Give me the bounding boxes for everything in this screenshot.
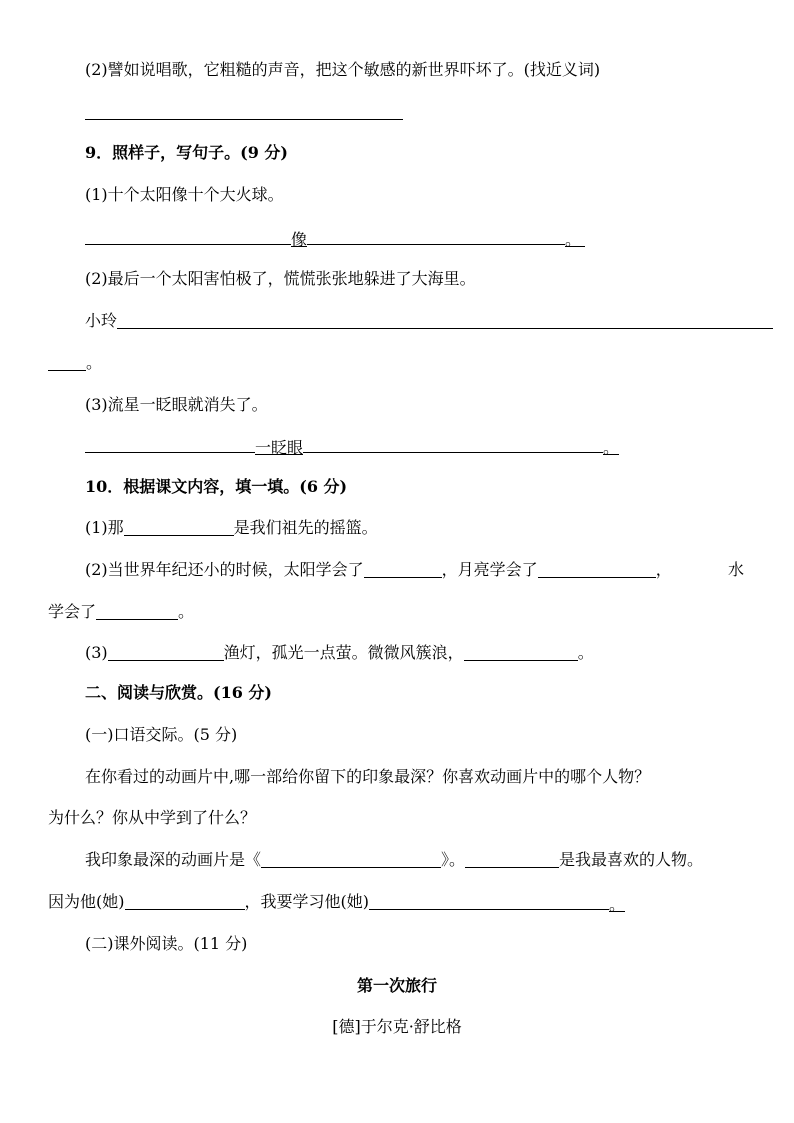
q9-example-2: (2)最后一个太阳害怕极了，慌慌张张地躲进了大海里。 <box>85 269 476 288</box>
oral-answer-1 <box>85 850 703 870</box>
q9-3-blank-a[interactable] <box>85 436 255 453</box>
q9-2-blank[interactable] <box>117 312 773 329</box>
q9-answer-2-cont <box>48 353 102 373</box>
q9-example-3: (3)流星一眨眼就消失了。 <box>85 395 268 414</box>
q9-2-start: 小玲 <box>85 311 118 330</box>
oral-a3: 是我最喜欢的人物。 <box>559 850 704 869</box>
extra-reading-title: (二)课外阅读。(11 分) <box>85 934 248 953</box>
q10-2-blank-sun[interactable] <box>364 561 442 578</box>
q9-2-end: 。 <box>86 353 103 372</box>
oral-a2: 》。 <box>441 850 466 869</box>
q9-1-mid: 像 <box>291 230 308 249</box>
oral-blank-reason[interactable] <box>125 893 245 910</box>
q10-2-cont <box>48 602 194 622</box>
q9-answer-2 <box>85 311 773 331</box>
q9-answer-3 <box>85 435 619 455</box>
oral-a6: 。 <box>609 895 626 914</box>
q10-2-text-e: 学会了 <box>48 602 97 621</box>
q9-3-blank-b[interactable] <box>303 436 603 453</box>
section2-title: 二、阅读与欣赏。(16 分) <box>85 683 272 702</box>
story-author: [德]于尔克·舒比格 <box>332 1017 462 1036</box>
q9-example-1: (1)十个太阳像十个大火球。 <box>85 185 284 204</box>
oral-blank-cartoon[interactable] <box>261 851 441 868</box>
oral-a5: ，我要学习他(她) <box>244 892 369 911</box>
q10-3-text-c: 。 <box>577 643 594 662</box>
oral-blank-learn[interactable] <box>369 893 609 910</box>
q10-2-blank-water[interactable] <box>96 603 178 620</box>
q10-3-blank-a[interactable] <box>108 644 224 661</box>
q10-2-text-b: ，月亮学会了 <box>441 560 538 579</box>
q10-2-blank-moon[interactable] <box>538 561 656 578</box>
q9-1-end: 。 <box>565 230 585 247</box>
q10-1-blank[interactable] <box>124 519 234 536</box>
q10-1-text-a: (1)那 <box>85 518 124 537</box>
q10-3-text-a: (3) <box>85 643 108 662</box>
q10-2-water: 水 <box>728 560 745 579</box>
q10-3 <box>85 643 594 663</box>
q9-3-mid: 一眨眼 <box>255 438 304 457</box>
q10-title: 10．根据课文内容，填一填。(6 分) <box>85 477 348 496</box>
q9-title: 9．照样子，写句子。(9 分) <box>85 143 288 162</box>
q9-1-blank-b[interactable] <box>307 228 565 245</box>
oral-blank-character[interactable] <box>465 851 559 868</box>
q9-answer-1 <box>85 227 585 247</box>
q10-3-blank-b[interactable] <box>464 644 578 661</box>
oral-a1: 我印象最深的动画片是《 <box>85 850 262 869</box>
oral-answer-2 <box>48 892 625 912</box>
q8-2-text: (2)譬如说唱歌，它粗糙的声音，把这个敏感的新世界吓坏了。(找近义词) <box>85 60 601 79</box>
q9-2-blank-cont[interactable] <box>48 354 86 371</box>
q10-2 <box>85 560 672 580</box>
q8-2-answer-line[interactable] <box>85 119 403 120</box>
q10-3-text-b: 渔灯，孤光一点萤。微微风簇浪， <box>223 643 464 662</box>
q9-1-blank-a[interactable] <box>85 228 291 245</box>
oral-a4: 因为他(她) <box>48 892 125 911</box>
oral-question-1: 在你看过的动画片中,哪一部给你留下的印象最深？你喜欢动画片中的哪个人物？ <box>85 767 651 786</box>
oral-title: (一)口语交际。(5 分) <box>85 725 238 744</box>
q10-2-text-f: 。 <box>178 602 195 621</box>
q9-3-end: 。 <box>603 438 620 457</box>
q10-1-text-b: 是我们祖先的摇篮。 <box>233 518 378 537</box>
q10-2-text-c: ， <box>655 560 672 579</box>
q10-2-text-a: (2)当世界年纪还小的时候，太阳学会了 <box>85 560 364 579</box>
q10-1 <box>85 518 378 538</box>
story-title: 第一次旅行 <box>356 976 437 995</box>
oral-question-2: 为什么？你从中学到了什么？ <box>48 808 257 827</box>
